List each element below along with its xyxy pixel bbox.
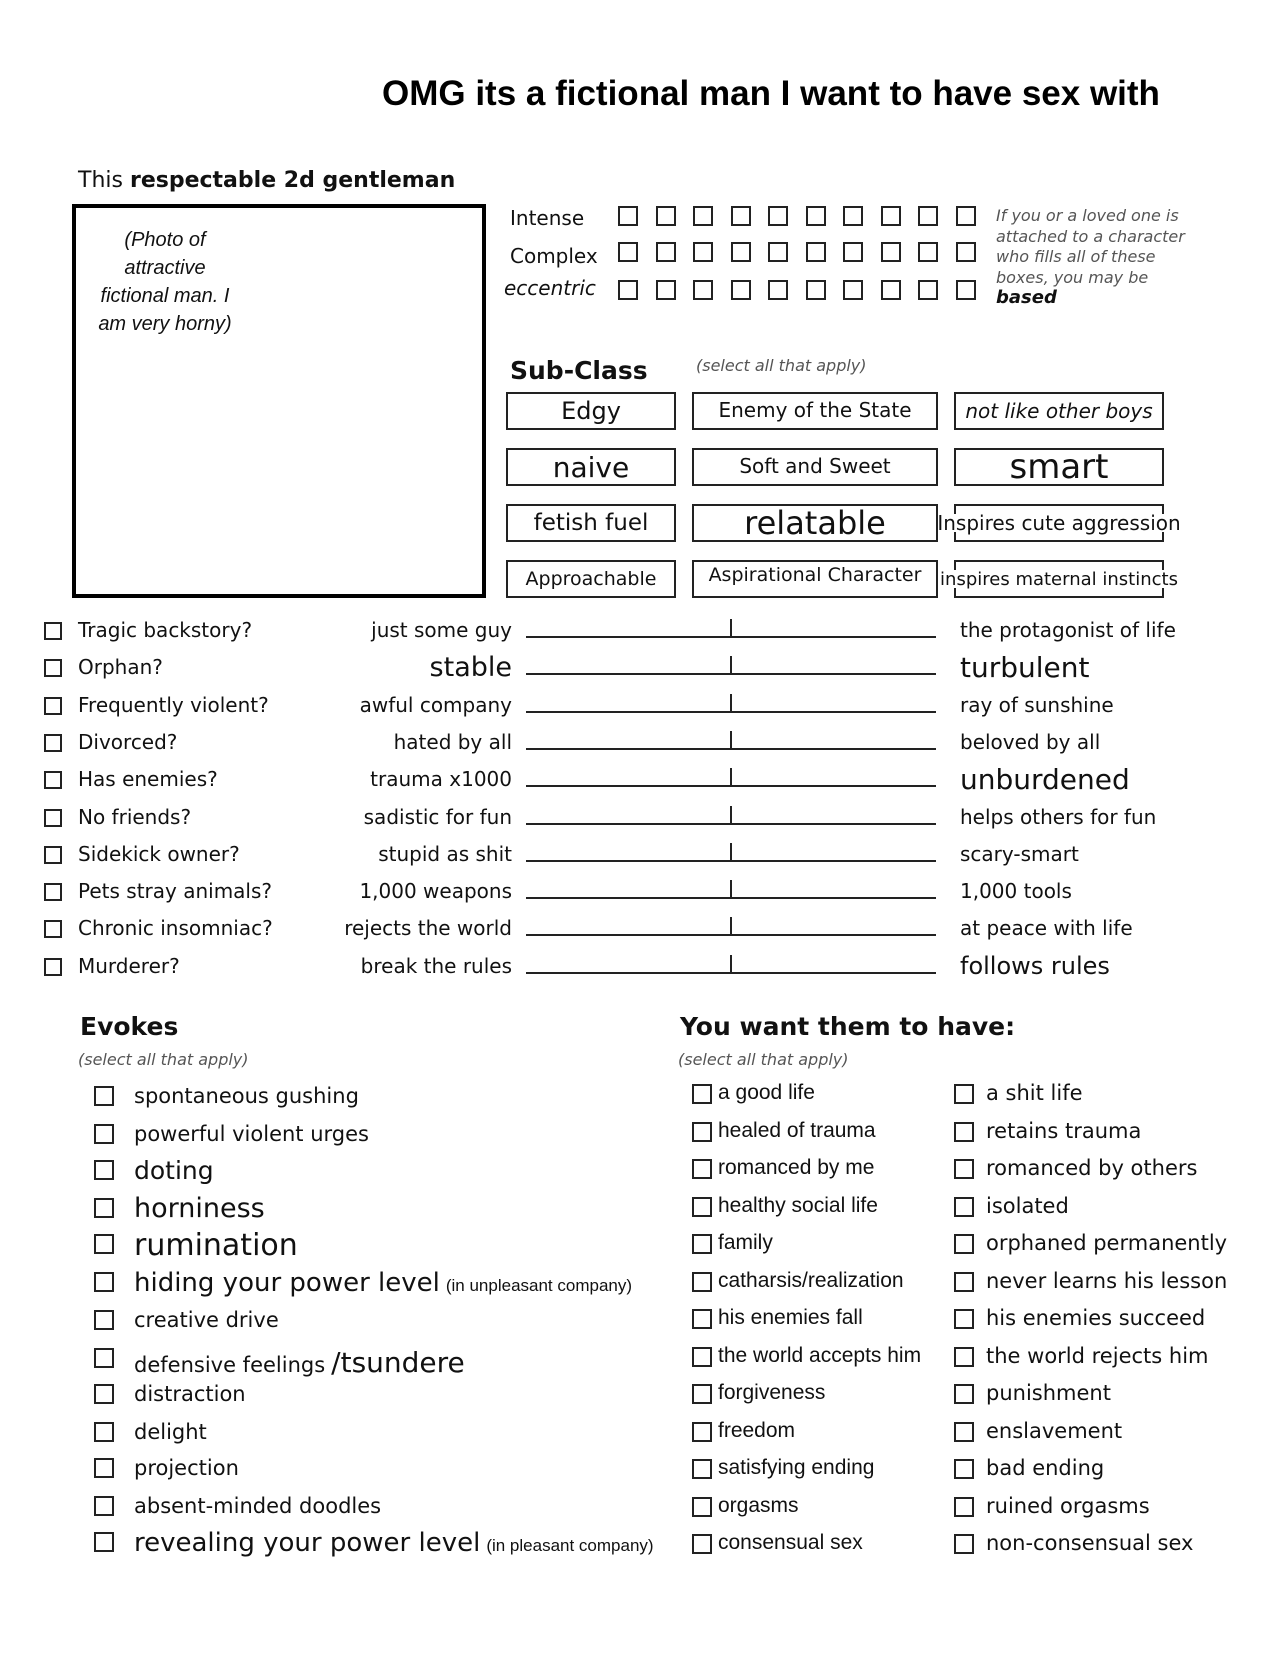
want-right-item: punishment bbox=[986, 1381, 1111, 1405]
evokes-item bbox=[134, 1122, 369, 1146]
intensity-checkbox-eccentric-1[interactable] bbox=[618, 280, 638, 300]
evokes-item-label: defensive feelings bbox=[134, 1353, 326, 1377]
want-right-checkbox[interactable] bbox=[954, 1309, 974, 1329]
subclass-relatable[interactable]: relatable bbox=[692, 504, 938, 542]
want-left-checkbox[interactable] bbox=[692, 1534, 712, 1554]
subclass-soft-and-sweet[interactable]: Soft and Sweet bbox=[692, 448, 938, 486]
slider-right-label: follows rules bbox=[960, 951, 1110, 980]
want-right-item: non-consensual sex bbox=[986, 1531, 1194, 1555]
evokes-checkbox[interactable] bbox=[94, 1422, 114, 1442]
question-checkbox[interactable] bbox=[44, 809, 62, 827]
want-left-checkbox[interactable] bbox=[692, 1309, 712, 1329]
intensity-checkbox-eccentric-7[interactable] bbox=[843, 280, 863, 300]
want-left-checkbox[interactable] bbox=[692, 1234, 712, 1254]
subclass-inspires-maternal-instincts[interactable]: inspires maternal instincts bbox=[954, 560, 1164, 598]
want-left-checkbox[interactable] bbox=[692, 1497, 712, 1517]
question-checkbox[interactable] bbox=[44, 883, 62, 901]
intensity-checkbox-eccentric-2[interactable] bbox=[656, 280, 676, 300]
want-right-checkbox[interactable] bbox=[954, 1534, 974, 1554]
want-left-checkbox[interactable] bbox=[692, 1084, 712, 1104]
question-label: Murderer? bbox=[78, 953, 180, 978]
want-left-checkbox[interactable] bbox=[692, 1122, 712, 1142]
evokes-item-label: doting bbox=[134, 1156, 214, 1185]
want-left-checkbox[interactable] bbox=[692, 1459, 712, 1479]
intensity-checkbox-complex-3[interactable] bbox=[693, 242, 713, 262]
want-right-checkbox[interactable] bbox=[954, 1497, 974, 1517]
slider-midpoint-tick bbox=[730, 619, 732, 637]
evokes-item bbox=[134, 1228, 298, 1263]
subclass-smart[interactable]: smart bbox=[954, 448, 1164, 486]
slider-left-label: 1,000 weapons bbox=[359, 879, 512, 904]
want-left-checkbox[interactable] bbox=[692, 1159, 712, 1179]
intensity-checkbox-intense-2[interactable] bbox=[656, 206, 676, 226]
want-right-checkbox[interactable] bbox=[954, 1159, 974, 1179]
evokes-checkbox[interactable] bbox=[94, 1272, 114, 1292]
evokes-item bbox=[134, 1494, 381, 1518]
slider-midpoint-tick bbox=[730, 843, 732, 861]
evokes-item bbox=[134, 1346, 465, 1379]
intensity-checkbox-eccentric-9[interactable] bbox=[918, 280, 938, 300]
want-right-checkbox[interactable] bbox=[954, 1197, 974, 1217]
want-right-item: retains trauma bbox=[986, 1118, 1142, 1143]
evokes-item bbox=[134, 1308, 279, 1332]
intensity-checkbox-intense-7[interactable] bbox=[843, 206, 863, 226]
question-checkbox[interactable] bbox=[44, 697, 62, 715]
slider-left-label: trauma x1000 bbox=[370, 767, 512, 792]
evokes-item-suffix: (in pleasant company) bbox=[486, 1535, 654, 1555]
subclass-enemy-of-the-state[interactable]: Enemy of the State bbox=[692, 392, 938, 430]
intensity-checkbox-intense-6[interactable] bbox=[806, 206, 826, 226]
question-checkbox[interactable] bbox=[44, 920, 62, 938]
question-label: Frequently violent? bbox=[78, 692, 269, 717]
intensity-checkbox-intense-9[interactable] bbox=[918, 206, 938, 226]
want-left-item: satisfying ending bbox=[718, 1456, 875, 1479]
evokes-item-suffix: (in unpleasant company) bbox=[445, 1275, 633, 1295]
want-left-item: orgasms bbox=[718, 1493, 799, 1517]
intensity-checkbox-intense-1[interactable] bbox=[618, 206, 638, 226]
question-checkbox[interactable] bbox=[44, 659, 62, 677]
want-right-checkbox[interactable] bbox=[954, 1234, 974, 1254]
subclass-fetish-fuel[interactable]: fetish fuel bbox=[506, 504, 676, 542]
intensity-checkbox-eccentric-4[interactable] bbox=[731, 280, 751, 300]
want-left-item: healed of trauma bbox=[718, 1118, 876, 1142]
want-left-item: forgiveness bbox=[718, 1381, 826, 1404]
want-right-item: romanced by others bbox=[986, 1156, 1198, 1180]
slider-left-label: stupid as shit bbox=[378, 841, 512, 866]
intensity-checkbox-complex-6[interactable] bbox=[806, 242, 826, 262]
intensity-checkbox-eccentric-8[interactable] bbox=[881, 280, 901, 300]
evokes-item-label: projection bbox=[134, 1456, 239, 1480]
slider-left-label: sadistic for fun bbox=[363, 804, 512, 829]
intensity-checkbox-complex-9[interactable] bbox=[918, 242, 938, 262]
question-checkbox[interactable] bbox=[44, 622, 62, 640]
evokes-item bbox=[134, 1268, 632, 1298]
slider-midpoint-tick bbox=[730, 731, 732, 749]
want-right-item: his enemies succeed bbox=[986, 1306, 1206, 1330]
evokes-checkbox[interactable] bbox=[94, 1234, 114, 1254]
intensity-checkbox-intense-8[interactable] bbox=[881, 206, 901, 226]
want-left-item: his enemies fall bbox=[718, 1306, 863, 1329]
evokes-item-label: distraction bbox=[134, 1382, 246, 1406]
evokes-item bbox=[134, 1156, 214, 1185]
evokes-item-label: absent-minded doodles bbox=[134, 1494, 382, 1518]
subclass-heading: Sub-Class bbox=[510, 356, 648, 385]
slider-left-label: just some guy bbox=[371, 618, 512, 642]
intensity-checkbox-intense-10[interactable] bbox=[956, 206, 976, 226]
intensity-checkbox-complex-5[interactable] bbox=[768, 242, 788, 262]
trait-label-complex: Complex bbox=[510, 244, 598, 268]
intensity-checkbox-eccentric-6[interactable] bbox=[806, 280, 826, 300]
want-left-item: family bbox=[718, 1231, 773, 1254]
evokes-item bbox=[134, 1420, 207, 1444]
evokes-item-label: hiding your power level bbox=[134, 1267, 440, 1298]
subclass-approachable[interactable]: Approachable bbox=[506, 560, 676, 598]
intensity-checkbox-intense-5[interactable] bbox=[768, 206, 788, 226]
want-right-item: orphaned permanently bbox=[986, 1231, 1228, 1255]
evokes-checkbox[interactable] bbox=[94, 1496, 114, 1516]
evokes-item bbox=[134, 1456, 239, 1480]
question-label: Pets stray animals? bbox=[78, 879, 273, 904]
question-label: Orphan? bbox=[78, 655, 163, 680]
slider-right-label: helps others for fun bbox=[960, 804, 1157, 829]
question-label: Tragic backstory? bbox=[78, 618, 253, 642]
question-label: Has enemies? bbox=[78, 767, 218, 792]
evokes-checkbox[interactable] bbox=[94, 1160, 114, 1180]
want-right-checkbox[interactable] bbox=[954, 1122, 974, 1142]
want-right-checkbox[interactable] bbox=[954, 1347, 974, 1367]
intro-line bbox=[78, 168, 455, 193]
slider-right-label: scary-smart bbox=[960, 841, 1079, 866]
want-left-item: romanced by me bbox=[718, 1156, 875, 1179]
want-right-item: bad ending bbox=[986, 1456, 1105, 1480]
evokes-item-suffix: /tsundere bbox=[331, 1346, 465, 1379]
want-right-checkbox[interactable] bbox=[954, 1459, 974, 1479]
photo-frame[interactable] bbox=[72, 204, 486, 598]
slider-right-label: at peace with life bbox=[960, 916, 1133, 941]
slider-midpoint-tick bbox=[730, 880, 732, 898]
slider-right-label: turbulent bbox=[960, 651, 1090, 685]
evokes-item bbox=[134, 1528, 654, 1558]
intensity-checkbox-intense-3[interactable] bbox=[693, 206, 713, 226]
page-title: OMG its a fictional man I want to have sex with bbox=[382, 74, 1160, 113]
intensity-checkbox-complex-8[interactable] bbox=[881, 242, 901, 262]
intensity-checkbox-complex-10[interactable] bbox=[956, 242, 976, 262]
evokes-note: (select all that apply) bbox=[78, 1050, 249, 1069]
want-right-checkbox[interactable] bbox=[954, 1084, 974, 1104]
want-left-item: healthy social life bbox=[718, 1193, 878, 1217]
slider-midpoint-tick bbox=[730, 806, 732, 824]
slider-midpoint-tick bbox=[730, 768, 732, 786]
intensity-checkbox-complex-2[interactable] bbox=[656, 242, 676, 262]
subclass-edgy[interactable]: Edgy bbox=[506, 392, 676, 430]
slider-midpoint-tick bbox=[730, 917, 732, 935]
want-right-item: the world rejects him bbox=[986, 1343, 1209, 1368]
want-left-checkbox[interactable] bbox=[692, 1272, 712, 1292]
question-label: Sidekick owner? bbox=[78, 841, 240, 866]
slider-midpoint-tick bbox=[730, 656, 732, 674]
want-right-checkbox[interactable] bbox=[954, 1422, 974, 1442]
subclass-aspirational-character[interactable]: Aspirational Character bbox=[692, 560, 938, 598]
want-right-checkbox[interactable] bbox=[954, 1384, 974, 1404]
based-note-emphasis: based bbox=[996, 287, 1057, 308]
subclass-inspires-cute-aggression[interactable]: Inspires cute aggression bbox=[954, 504, 1164, 542]
evokes-checkbox[interactable] bbox=[94, 1348, 114, 1368]
evokes-item-label: spontaneous gushing bbox=[134, 1084, 359, 1108]
slider-right-label: ray of sunshine bbox=[960, 692, 1114, 717]
trait-label-intense: Intense bbox=[510, 206, 585, 230]
slider-left-label: break the rules bbox=[360, 953, 512, 978]
intro-prefix: This bbox=[78, 168, 123, 193]
want-right-checkbox[interactable] bbox=[954, 1272, 974, 1292]
evokes-checkbox[interactable] bbox=[94, 1458, 114, 1478]
slider-left-label: awful company bbox=[359, 692, 512, 717]
subclass-note: (select all that apply) bbox=[696, 356, 867, 375]
intensity-checkbox-intense-4[interactable] bbox=[731, 206, 751, 226]
want-left-checkbox[interactable] bbox=[692, 1197, 712, 1217]
want-left-item: freedom bbox=[718, 1418, 796, 1442]
intro-subject: respectable 2d gentleman bbox=[129, 168, 456, 193]
evokes-item-label: horniness bbox=[134, 1193, 265, 1224]
subclass-not-like-other-boys[interactable]: not like other boys bbox=[954, 392, 1164, 430]
want-right-item: ruined orgasms bbox=[986, 1493, 1150, 1518]
question-label: Chronic insomniac? bbox=[78, 916, 273, 941]
slider-left-label: rejects the world bbox=[344, 916, 512, 941]
evokes-checkbox[interactable] bbox=[94, 1310, 114, 1330]
evokes-item-label: revealing your power level bbox=[134, 1527, 481, 1558]
evokes-checkbox[interactable] bbox=[94, 1532, 114, 1552]
want-right-item: never learns his lesson bbox=[986, 1268, 1228, 1293]
want-left-item: catharsis/realization bbox=[718, 1268, 904, 1292]
based-note bbox=[996, 206, 1186, 309]
want-left-checkbox[interactable] bbox=[692, 1384, 712, 1404]
want-note: (select all that apply) bbox=[678, 1050, 849, 1069]
question-label: No friends? bbox=[78, 804, 192, 829]
want-left-item: a good life bbox=[718, 1081, 815, 1104]
intensity-checkbox-eccentric-5[interactable] bbox=[768, 280, 788, 300]
evokes-checkbox[interactable] bbox=[94, 1124, 114, 1144]
question-checkbox[interactable] bbox=[44, 734, 62, 752]
evokes-item bbox=[134, 1084, 359, 1108]
want-left-checkbox[interactable] bbox=[692, 1347, 712, 1367]
trait-label-eccentric: eccentric bbox=[504, 276, 596, 300]
evokes-checkbox[interactable] bbox=[94, 1086, 114, 1106]
slider-left-label: hated by all bbox=[393, 729, 512, 754]
photo-caption: (Photo of attractive fictional man. I am very horny) bbox=[98, 229, 232, 335]
intensity-checkbox-complex-1[interactable] bbox=[618, 242, 638, 262]
evokes-item bbox=[134, 1193, 265, 1224]
question-checkbox[interactable] bbox=[44, 771, 62, 789]
slider-midpoint-tick bbox=[730, 955, 732, 973]
want-right-item: enslavement bbox=[986, 1418, 1123, 1443]
evokes-item-label: creative drive bbox=[134, 1308, 279, 1332]
slider-right-label: unburdened bbox=[960, 763, 1130, 797]
want-heading: You want them to have: bbox=[680, 1012, 1016, 1041]
evokes-item-label: powerful violent urges bbox=[134, 1122, 369, 1146]
evokes-item-label: delight bbox=[134, 1420, 207, 1444]
slider-midpoint-tick bbox=[730, 694, 732, 712]
slider-right-label: beloved by all bbox=[960, 729, 1101, 754]
evokes-checkbox[interactable] bbox=[94, 1198, 114, 1218]
evokes-item-label: rumination bbox=[134, 1227, 298, 1263]
based-note-text: If you or a loved one is attached to a character who fills all of these boxes, you may be bbox=[996, 206, 1185, 287]
want-left-item: consensual sex bbox=[718, 1531, 863, 1554]
evokes-item bbox=[134, 1382, 246, 1406]
question-checkbox[interactable] bbox=[44, 846, 62, 864]
evokes-heading: Evokes bbox=[80, 1012, 179, 1041]
intensity-checkbox-eccentric-10[interactable] bbox=[956, 280, 976, 300]
subclass-naive[interactable]: naive bbox=[506, 448, 676, 486]
want-right-item: isolated bbox=[986, 1193, 1069, 1218]
intensity-checkbox-eccentric-3[interactable] bbox=[693, 280, 713, 300]
slider-right-label: the protagonist of life bbox=[960, 618, 1176, 642]
slider-right-label: 1,000 tools bbox=[960, 879, 1072, 904]
want-left-item: the world accepts him bbox=[718, 1343, 922, 1367]
question-checkbox[interactable] bbox=[44, 958, 62, 976]
evokes-checkbox[interactable] bbox=[94, 1384, 114, 1404]
intensity-checkbox-complex-4[interactable] bbox=[731, 242, 751, 262]
slider-left-label: stable bbox=[429, 651, 512, 683]
want-left-checkbox[interactable] bbox=[692, 1422, 712, 1442]
intensity-checkbox-complex-7[interactable] bbox=[843, 242, 863, 262]
want-right-item: a shit life bbox=[986, 1081, 1083, 1105]
question-label: Divorced? bbox=[78, 729, 178, 754]
